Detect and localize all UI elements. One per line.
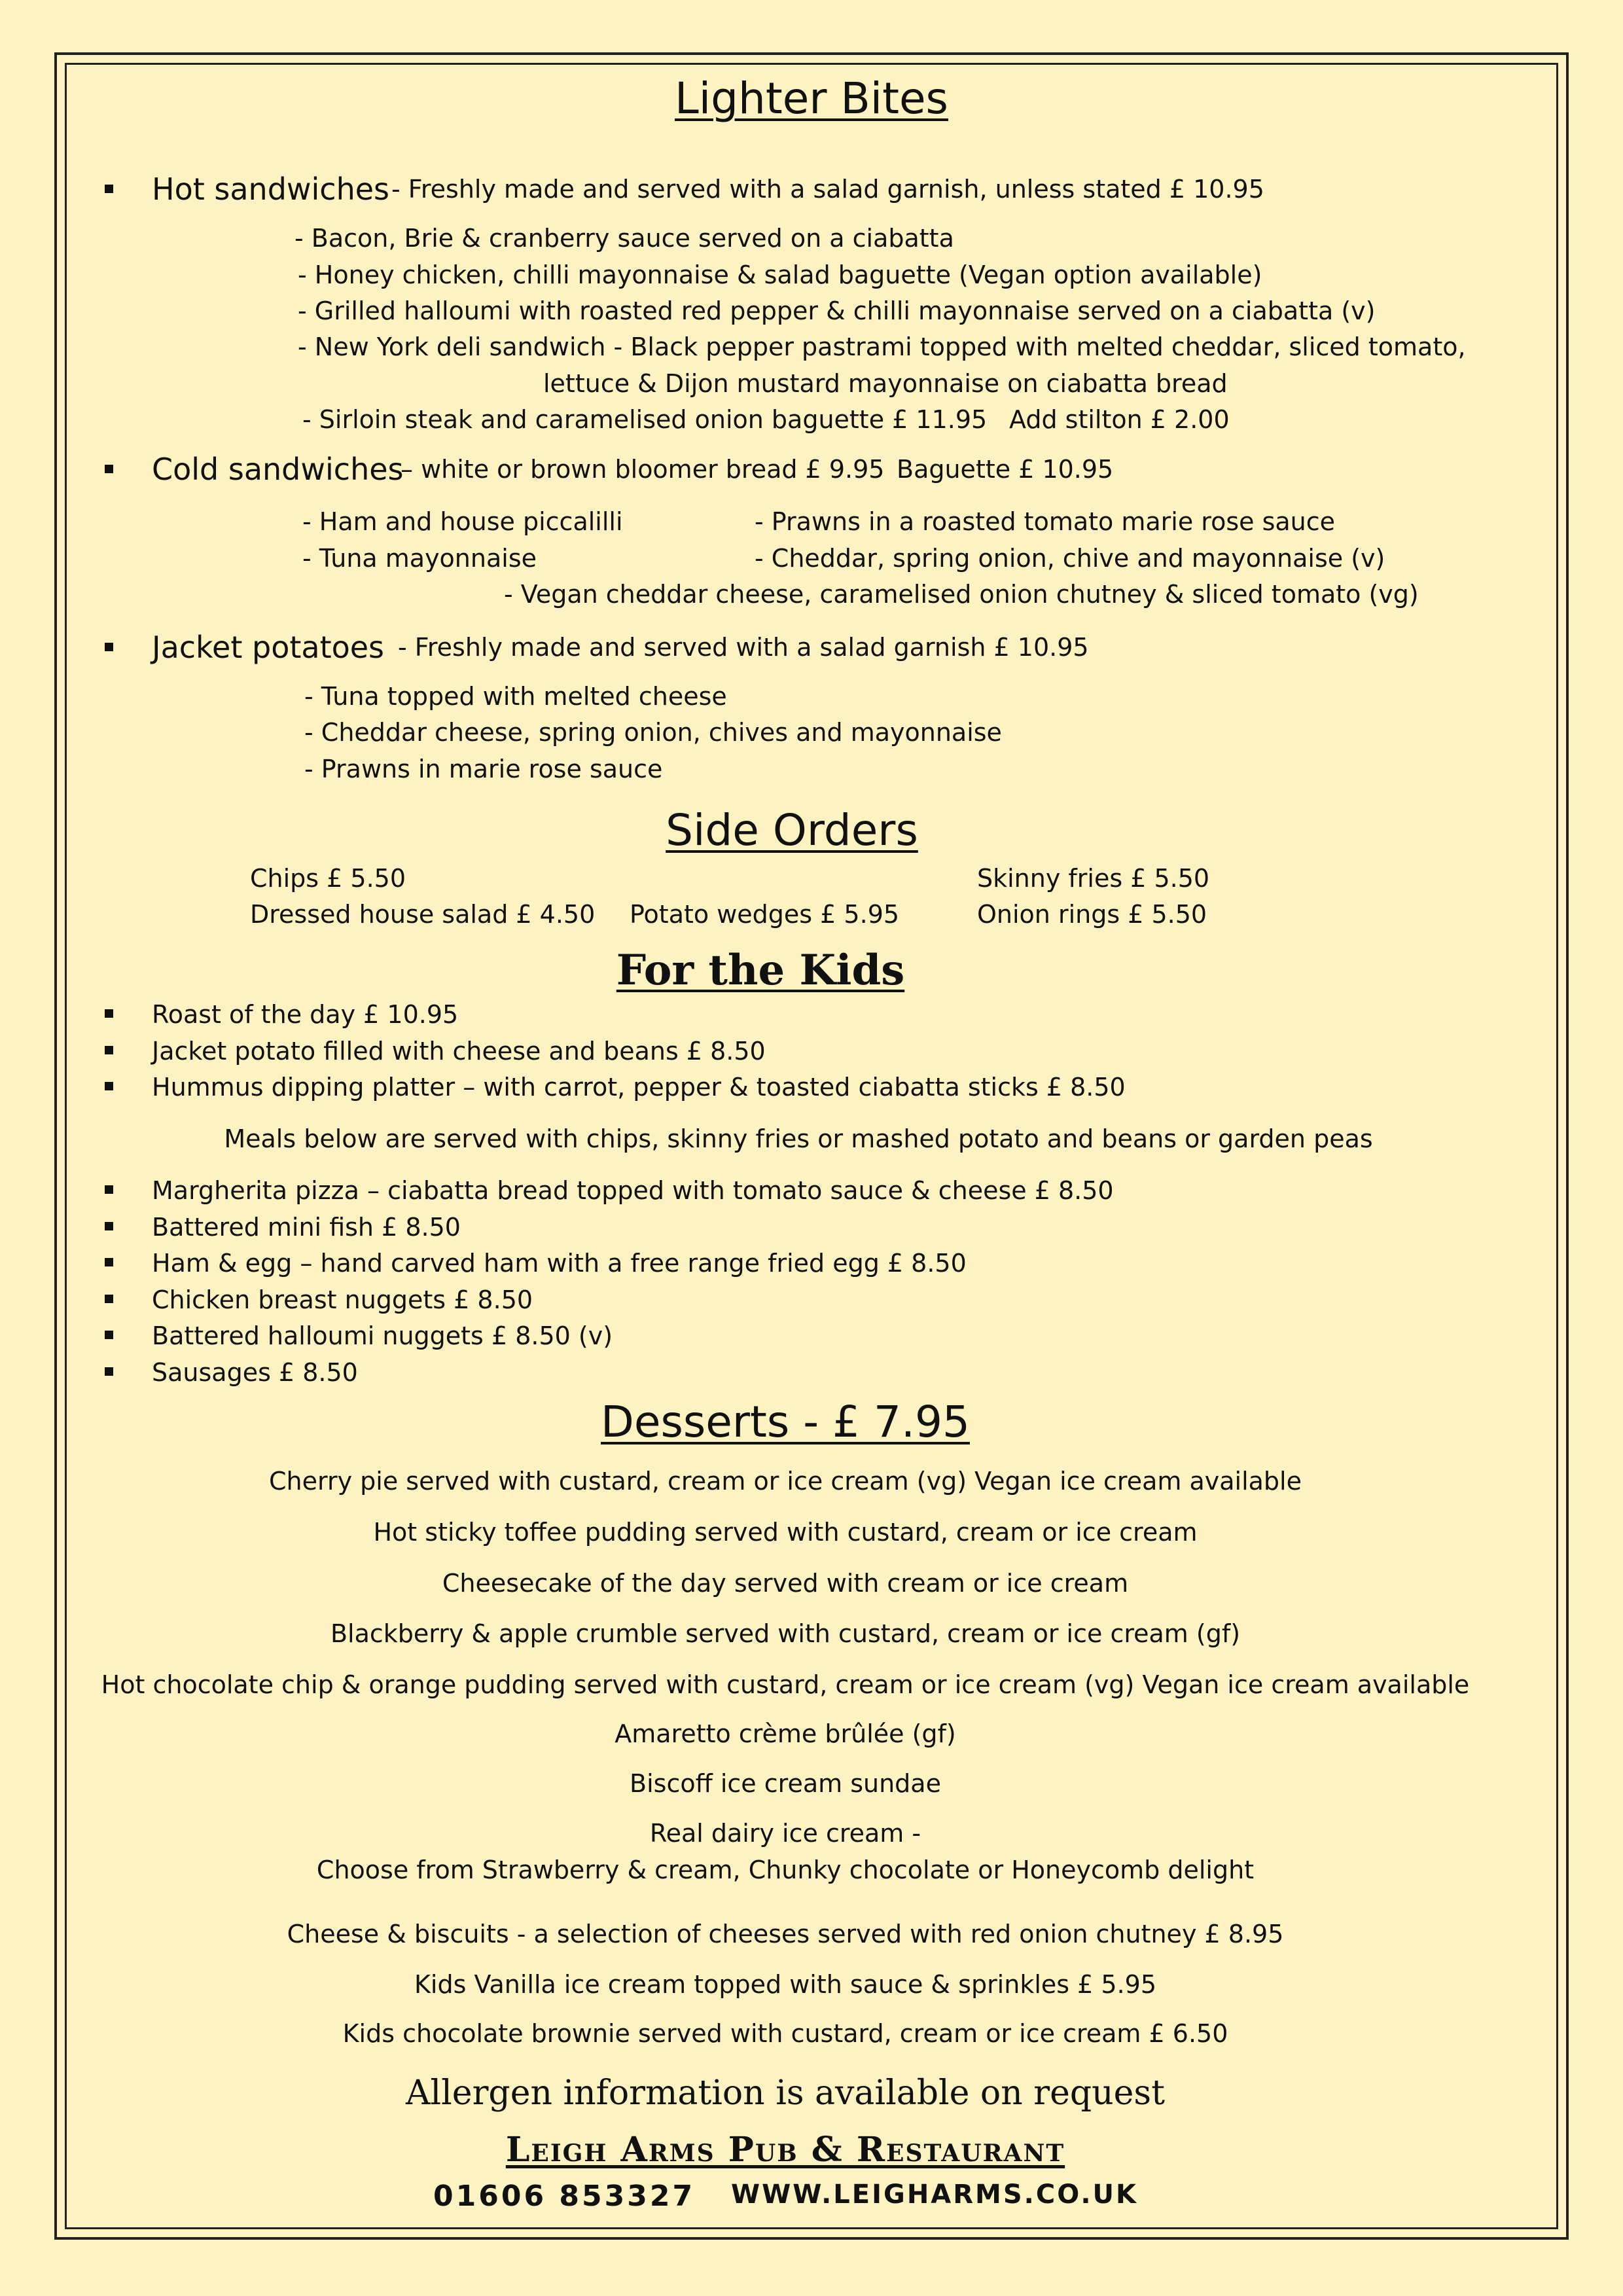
cold-baguette-price: Baguette £ 10.95	[897, 455, 1114, 484]
bullet	[105, 643, 113, 651]
cold-sandwiches-desc: – white or brown bloomer bread £ 9.95	[401, 455, 885, 484]
side-onion-rings: Onion rings £ 5.50	[977, 900, 1207, 929]
dessert-item: Kids Vanilla ice cream topped with sauce & sprinkles £ 5.95	[414, 1970, 1157, 1999]
hot-item-continued: lettuce & Dijon mustard mayonnaise on ciabatta bread	[543, 369, 1228, 398]
kids-item: Ham & egg – hand carved ham with a free range fried egg £ 8.50	[152, 1249, 967, 1278]
hot-sandwiches-desc: - Freshly made and served with a salad garnish, unless stated £ 10.95	[391, 175, 1264, 204]
hot-item: - New York deli sandwich - Black pepper pastrami topped with melted cheddar, sliced tomato,	[298, 332, 1466, 361]
bullet	[105, 1009, 113, 1018]
dessert-item: Hot chocolate chip & orange pudding served with custard, cream or ice cream (vg) Vegan ice cream available	[101, 1670, 1470, 1699]
side-skinny-fries: Skinny fries £ 5.50	[977, 864, 1210, 893]
bullet	[105, 185, 113, 193]
side-chips: Chips £ 5.50	[250, 864, 406, 893]
side-orders-title: Side Orders	[666, 805, 918, 855]
dessert-item: Cherry pie served with custard, cream or ice cream (vg) Vegan ice cream available	[269, 1467, 1302, 1496]
cold-item: - Tuna mayonnaise	[302, 544, 537, 573]
bullet	[105, 1258, 113, 1266]
cold-item: - Prawns in a roasted tomato marie rose sauce	[755, 507, 1336, 536]
restaurant-name: Leigh Arms Pub & Restaurant	[505, 2130, 1065, 2170]
lighter-bites-title: Lighter Bites	[675, 73, 948, 124]
hot-sandwiches-heading: Hot sandwiches	[152, 171, 390, 207]
dessert-item: Cheesecake of the day served with cream or ice cream	[442, 1569, 1129, 1598]
jacket-item: - Tuna topped with melted cheese	[304, 682, 727, 711]
kids-title: For the Kids	[616, 946, 905, 995]
kids-item: Sausages £ 8.50	[152, 1358, 358, 1387]
hot-item: - Honey chicken, chilli mayonnaise & salad baguette (Vegan option available)	[298, 260, 1262, 289]
hot-item: - Grilled halloumi with roasted red pepper & chilli mayonnaise served on a ciabatta (v)	[298, 296, 1376, 325]
dessert-item: Cheese & biscuits - a selection of cheeses served with red onion chutney £ 8.95	[287, 1920, 1284, 1948]
dessert-item: Biscoff ice cream sundae	[630, 1769, 941, 1798]
dessert-item: Real dairy ice cream -	[649, 1819, 921, 1848]
kids-item: Battered halloumi nuggets £ 8.50 (v)	[152, 1321, 613, 1350]
kids-item: Margherita pizza – ciabatta bread topped with tomato sauce & cheese £ 8.50	[152, 1176, 1114, 1205]
bullet	[105, 1331, 113, 1339]
hot-addon: Add stilton £ 2.00	[1009, 405, 1230, 434]
dessert-item-continued: Choose from Strawberry & cream, Chunky chocolate or Honeycomb delight	[316, 1856, 1255, 1884]
hot-item: - Bacon, Brie & cranberry sauce served on a ciabatta	[294, 224, 954, 253]
kids-item: Hummus dipping platter – with carrot, pepper & toasted ciabatta sticks £ 8.50	[152, 1073, 1126, 1102]
jacket-item: - Prawns in marie rose sauce	[304, 755, 663, 783]
side-wedges: Potato wedges £ 5.95	[630, 900, 900, 929]
bullet	[105, 1185, 113, 1194]
allergen-note: Allergen information is available on request	[405, 2073, 1166, 2113]
kids-item: Roast of the day £ 10.95	[152, 1000, 459, 1029]
cold-item-vegan: - Vegan cheddar cheese, caramelised onion chutney & sliced tomato (vg)	[504, 580, 1419, 609]
phone-number: 01606 853327	[433, 2179, 696, 2213]
dessert-item: Amaretto crème brûlée (gf)	[615, 1719, 956, 1748]
bullet	[105, 1222, 113, 1230]
side-salad: Dressed house salad £ 4.50	[250, 900, 596, 929]
bullet	[105, 1082, 113, 1090]
hot-item: - Sirloin steak and caramelised onion baguette £ 11.95	[302, 405, 988, 434]
kids-item: Battered mini fish £ 8.50	[152, 1213, 461, 1242]
kids-item: Chicken breast nuggets £ 8.50	[152, 1285, 533, 1314]
bullet	[105, 1295, 113, 1303]
bullet	[105, 1367, 113, 1376]
jacket-potatoes-desc: - Freshly made and served with a salad garnish £ 10.95	[398, 633, 1089, 662]
desserts-title: Desserts - £ 7.95	[601, 1397, 970, 1447]
jacket-item: - Cheddar cheese, spring onion, chives and mayonnaise	[304, 718, 1002, 747]
bullet	[105, 465, 113, 473]
dessert-item: Kids chocolate brownie served with custard, cream or ice cream £ 6.50	[342, 2019, 1228, 2048]
website-link[interactable]: WWW.LEIGHARMS.CO.UK	[731, 2179, 1139, 2210]
cold-sandwiches-heading: Cold sandwiches	[152, 452, 404, 487]
kids-meals-note: Meals below are served with chips, skinny fries or mashed potato and beans or garden peas	[224, 1124, 1373, 1153]
dessert-item: Blackberry & apple crumble served with custard, cream or ice cream (gf)	[330, 1619, 1241, 1648]
dessert-item: Hot sticky toffee pudding served with custard, cream or ice cream	[373, 1518, 1198, 1547]
kids-item: Jacket potato filled with cheese and beans £ 8.50	[152, 1037, 766, 1066]
cold-item: - Cheddar, spring onion, chive and mayonnaise (v)	[755, 544, 1385, 573]
cold-item: - Ham and house piccalilli	[302, 507, 623, 536]
jacket-potatoes-heading: Jacket potatoes	[152, 630, 385, 665]
bullet	[105, 1046, 113, 1054]
